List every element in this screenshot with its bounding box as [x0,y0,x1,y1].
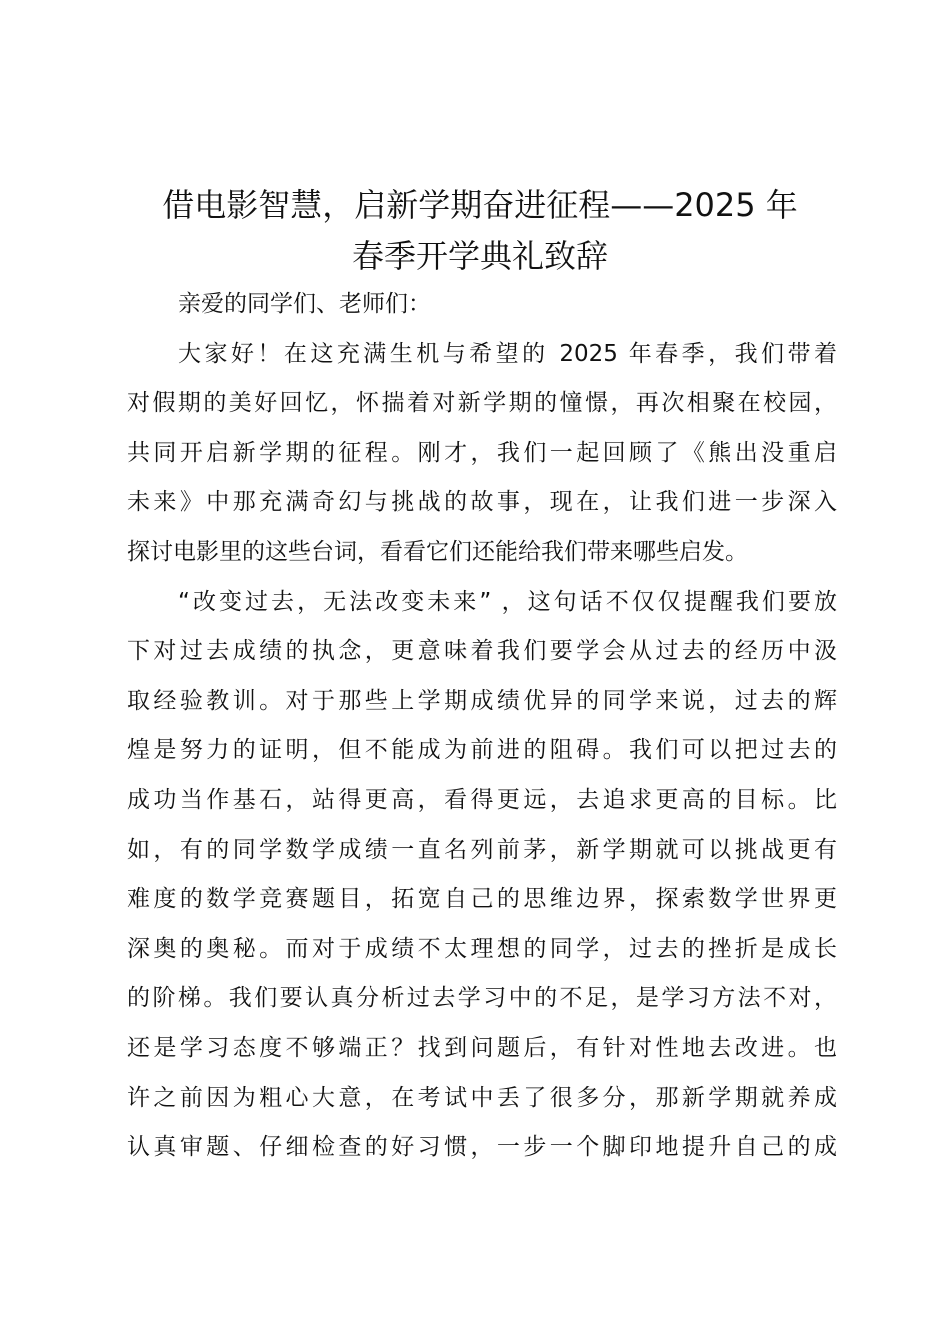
greeting-paragraph [127,330,837,578]
text-line: 许之前因为粗心大意，在考试中丢了很多分，那新学期就养成 [127,1084,837,1111]
text-line: 深奥的奥秘。而对于成绩不太理想的同学，过去的挫折是成长 [127,935,837,962]
text-line: 亲爱的同学们、老师们： [178,291,431,317]
text-line: 还是学习态度不够端正？找到问题后，有针对性地去改进。也 [127,1034,837,1061]
text-line: “改变过去，无法改变未来” ，这句话不仅仅提醒我们要放 [178,588,837,615]
title-line-2: 春季开学典礼致辞 [351,237,608,275]
text-line: 认真审题、仔细检查的好习惯，一步一个脚印地提升自己的成 [127,1134,837,1161]
text-line: 下对过去成绩的执念，更意味着我们要学会从过去的经历中汲 [127,638,837,665]
text-line: 成功当作基石，站得更高，看得更远，去追求更高的目标。比 [127,786,837,813]
text-line: 共同开启新学期的征程。刚才，我们一起回顾了《熊出没重启 [127,439,837,466]
title-line-1: 借电影智慧，启新学期奋进征程——2025 年 [162,186,798,224]
text-line: 煌是努力的证明，但不能成为前进的阻碍。我们可以把过去的 [127,737,837,764]
document-title [120,180,840,282]
text-line: 未来》中那充满奇幻与挑战的故事，现在，让我们进一步深入 [127,489,837,516]
text-line: 的阶梯。我们要认真分析过去学习中的不足，是学习方法不对， [127,985,837,1012]
document-body [127,280,837,1173]
text-line: 对假期的美好回忆，怀揣着对新学期的憧憬，再次相聚在校园， [127,390,837,417]
text-line: 如，有的同学数学成绩一直名列前茅，新学期就可以挑战更有 [127,836,837,863]
text-line: 探讨电影里的这些台词，看看它们还能给我们带来哪些启发。 [127,538,748,565]
text-line: 大家好！在这充满生机与希望的 2025 年春季，我们带着 [178,340,837,367]
text-line: 难度的数学竞赛题目，拓宽自己的思维边界，探索数学世界更 [127,886,837,913]
main-paragraph [127,578,837,1173]
salutation-paragraph [127,280,837,330]
text-line: 取经验教训。对于那些上学期成绩优异的同学来说，过去的辉 [127,687,837,714]
